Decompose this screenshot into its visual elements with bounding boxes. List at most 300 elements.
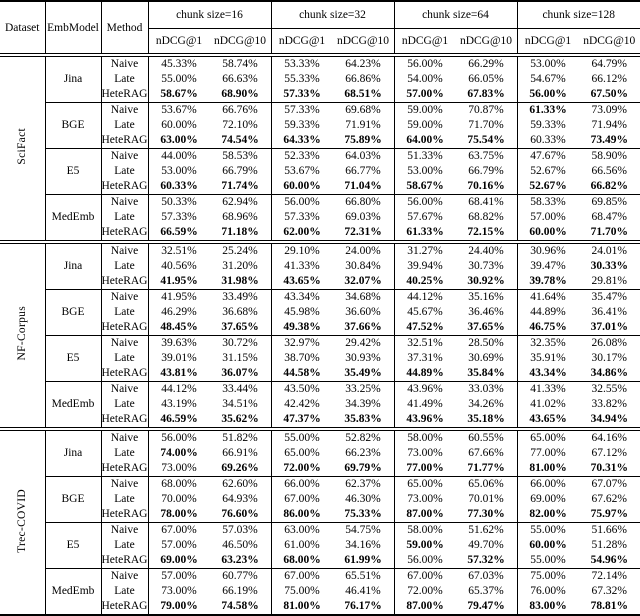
- metric-value: 67.00%: [271, 569, 333, 585]
- metric-value: 36.46%: [456, 305, 518, 320]
- metric-value: 69.68%: [333, 103, 395, 119]
- method-label: Late: [101, 492, 148, 507]
- metric-value: 79.00%: [148, 599, 210, 615]
- metric-value: 43.81%: [148, 366, 210, 382]
- col-header-ndcg1: nDCG@1: [148, 29, 210, 56]
- metric-value: 66.86%: [333, 72, 395, 87]
- metric-value: 70.01%: [456, 492, 518, 507]
- metric-value: 40.56%: [148, 259, 210, 274]
- section-trec-covid: [0, 429, 640, 615]
- method-label: Naive: [101, 523, 148, 539]
- metric-value: 41.64%: [517, 290, 579, 306]
- method-label: Late: [101, 446, 148, 461]
- metric-value: 39.78%: [517, 274, 579, 290]
- method-label: Naive: [101, 477, 148, 493]
- metric-value: 56.00%: [271, 195, 333, 211]
- metric-value: 69.00%: [148, 553, 210, 569]
- embmodel-label: BGE: [45, 477, 101, 523]
- metric-value: 65.00%: [517, 429, 579, 446]
- metric-value: 75.89%: [333, 133, 395, 149]
- metric-value: 33.82%: [579, 397, 640, 412]
- metric-value: 34.39%: [333, 397, 395, 412]
- metric-value: 66.79%: [456, 164, 518, 179]
- metric-value: 70.16%: [456, 179, 518, 195]
- metric-value: 35.62%: [210, 412, 272, 429]
- metric-value: 59.00%: [394, 103, 456, 119]
- dataset-label-text: Trec-COVID: [16, 489, 29, 553]
- metric-value: 64.79%: [579, 55, 640, 72]
- metric-value: 57.00%: [148, 569, 210, 585]
- metric-value: 66.12%: [579, 72, 640, 87]
- metric-value: 36.60%: [333, 305, 395, 320]
- metric-value: 67.83%: [456, 87, 518, 103]
- section-scifact: [0, 55, 640, 242]
- metric-value: 75.54%: [456, 133, 518, 149]
- metric-value: 41.49%: [394, 397, 456, 412]
- metric-value: 75.00%: [271, 584, 333, 599]
- col-header-embmodel: EmbModel: [45, 1, 101, 55]
- table-row: [0, 336, 640, 352]
- embmodel-label: MedEmb: [45, 195, 101, 243]
- metric-value: 78.00%: [148, 507, 210, 523]
- metric-value: 55.00%: [148, 72, 210, 87]
- metric-value: 55.00%: [517, 553, 579, 569]
- metric-value: 41.95%: [148, 274, 210, 290]
- metric-value: 30.84%: [333, 259, 395, 274]
- dataset-label: [0, 55, 45, 242]
- metric-value: 67.03%: [456, 569, 518, 585]
- metric-value: 44.89%: [394, 366, 456, 382]
- metric-value: 74.58%: [210, 599, 272, 615]
- embmodel-label: E5: [45, 149, 101, 195]
- metric-value: 76.17%: [333, 599, 395, 615]
- metric-value: 77.00%: [517, 446, 579, 461]
- embmodel-label: Jina: [45, 55, 101, 103]
- metric-value: 64.33%: [271, 133, 333, 149]
- metric-value: 67.00%: [271, 492, 333, 507]
- metric-value: 29.10%: [271, 242, 333, 259]
- section-nf-corpus: [0, 242, 640, 429]
- metric-value: 35.16%: [456, 290, 518, 306]
- metric-value: 47.67%: [517, 149, 579, 165]
- metric-value: 76.00%: [517, 584, 579, 599]
- method-label: HeteRAG: [101, 225, 148, 242]
- metric-value: 71.70%: [579, 225, 640, 242]
- metric-value: 63.00%: [271, 523, 333, 539]
- metric-value: 71.74%: [210, 179, 272, 195]
- metric-value: 59.00%: [394, 118, 456, 133]
- metric-value: 34.16%: [333, 538, 395, 553]
- metric-value: 46.30%: [333, 492, 395, 507]
- metric-value: 61.33%: [394, 225, 456, 242]
- metric-value: 43.96%: [394, 382, 456, 398]
- metric-value: 75.00%: [517, 569, 579, 585]
- metric-value: 62.94%: [210, 195, 272, 211]
- method-label: Late: [101, 259, 148, 274]
- metric-value: 58.00%: [394, 429, 456, 446]
- metric-value: 60.00%: [148, 118, 210, 133]
- col-header-ndcg10: nDCG@10: [333, 29, 395, 56]
- col-header-ndcg10: nDCG@10: [456, 29, 518, 56]
- metric-value: 64.03%: [333, 149, 395, 165]
- metric-value: 54.00%: [394, 72, 456, 87]
- metric-value: 59.33%: [517, 118, 579, 133]
- metric-value: 43.50%: [271, 382, 333, 398]
- metric-value: 57.33%: [271, 103, 333, 119]
- metric-value: 73.00%: [394, 492, 456, 507]
- method-label: Naive: [101, 103, 148, 119]
- metric-value: 66.05%: [456, 72, 518, 87]
- metric-value: 39.47%: [517, 259, 579, 274]
- method-label: Naive: [101, 336, 148, 352]
- embmodel-label: E5: [45, 523, 101, 569]
- embmodel-label: BGE: [45, 290, 101, 336]
- method-label: Naive: [101, 382, 148, 398]
- metric-value: 82.00%: [517, 507, 579, 523]
- metric-value: 71.04%: [333, 179, 395, 195]
- metric-value: 32.51%: [394, 336, 456, 352]
- method-label: HeteRAG: [101, 320, 148, 336]
- metric-value: 54.75%: [333, 523, 395, 539]
- metric-value: 72.00%: [394, 584, 456, 599]
- metric-value: 45.98%: [271, 305, 333, 320]
- metric-value: 61.00%: [271, 538, 333, 553]
- metric-value: 66.19%: [210, 584, 272, 599]
- metric-value: 60.77%: [210, 569, 272, 585]
- metric-value: 32.97%: [271, 336, 333, 352]
- metric-value: 29.81%: [579, 274, 640, 290]
- metric-value: 60.33%: [517, 133, 579, 149]
- method-label: Late: [101, 351, 148, 366]
- metric-value: 55.33%: [271, 72, 333, 87]
- metric-value: 57.00%: [394, 87, 456, 103]
- metric-value: 67.50%: [579, 87, 640, 103]
- col-header-dataset: Dataset: [0, 1, 45, 55]
- metric-value: 51.66%: [579, 523, 640, 539]
- metric-value: 62.00%: [271, 225, 333, 242]
- metric-value: 62.60%: [210, 477, 272, 493]
- embmodel-label: BGE: [45, 103, 101, 149]
- metric-value: 30.17%: [579, 351, 640, 366]
- table-row: [0, 523, 640, 539]
- metric-value: 36.07%: [210, 366, 272, 382]
- metric-value: 60.00%: [517, 225, 579, 242]
- metric-value: 73.00%: [394, 446, 456, 461]
- metric-value: 58.67%: [394, 179, 456, 195]
- metric-value: 43.96%: [394, 412, 456, 429]
- metric-value: 52.33%: [271, 149, 333, 165]
- dataset-label: [0, 429, 45, 615]
- metric-value: 57.00%: [517, 210, 579, 225]
- metric-value: 31.27%: [394, 242, 456, 259]
- metric-value: 58.67%: [148, 87, 210, 103]
- metric-value: 37.65%: [456, 320, 518, 336]
- metric-value: 67.32%: [579, 584, 640, 599]
- metric-value: 44.58%: [271, 366, 333, 382]
- table-row: [0, 103, 640, 119]
- metric-value: 32.51%: [148, 242, 210, 259]
- metric-value: 30.73%: [456, 259, 518, 274]
- method-label: HeteRAG: [101, 87, 148, 103]
- metric-value: 87.00%: [394, 507, 456, 523]
- metric-value: 37.65%: [210, 320, 272, 336]
- table-row: [0, 429, 640, 446]
- metric-value: 36.68%: [210, 305, 272, 320]
- metric-value: 65.37%: [456, 584, 518, 599]
- col-header-chunk-size-16: chunk size=16: [148, 1, 271, 29]
- metric-value: 65.51%: [333, 569, 395, 585]
- metric-value: 66.76%: [210, 103, 272, 119]
- metric-value: 34.26%: [456, 397, 518, 412]
- metric-value: 63.00%: [148, 133, 210, 149]
- metric-value: 64.16%: [579, 429, 640, 446]
- metric-value: 61.33%: [517, 103, 579, 119]
- method-label: Naive: [101, 55, 148, 72]
- method-label: HeteRAG: [101, 366, 148, 382]
- metric-value: 56.00%: [148, 429, 210, 446]
- metric-value: 41.95%: [148, 290, 210, 306]
- method-label: HeteRAG: [101, 179, 148, 195]
- metric-value: 45.33%: [148, 55, 210, 72]
- metric-value: 44.12%: [148, 382, 210, 398]
- metric-value: 33.49%: [210, 290, 272, 306]
- metric-value: 71.18%: [210, 225, 272, 242]
- metric-value: 56.00%: [517, 87, 579, 103]
- metric-value: 44.12%: [394, 290, 456, 306]
- metric-value: 34.86%: [579, 366, 640, 382]
- metric-value: 75.33%: [333, 507, 395, 523]
- chunk-size-header-row: [0, 1, 640, 29]
- metric-value: 37.66%: [333, 320, 395, 336]
- metric-value: 51.62%: [456, 523, 518, 539]
- table-row: [0, 477, 640, 493]
- metric-value: 52.67%: [517, 179, 579, 195]
- metric-value: 44.00%: [148, 149, 210, 165]
- method-label: HeteRAG: [101, 507, 148, 523]
- metric-value: 53.00%: [148, 164, 210, 179]
- metric-value: 35.83%: [333, 412, 395, 429]
- metric-value: 67.00%: [394, 569, 456, 585]
- method-label: Naive: [101, 569, 148, 585]
- metric-value: 41.02%: [517, 397, 579, 412]
- metric-value: 71.91%: [333, 118, 395, 133]
- embmodel-label: Jina: [45, 242, 101, 290]
- metric-value: 58.00%: [394, 523, 456, 539]
- col-header-chunk-size-32: chunk size=32: [271, 1, 394, 29]
- metric-value: 57.33%: [148, 210, 210, 225]
- metric-value: 68.00%: [148, 477, 210, 493]
- metric-value: 30.69%: [456, 351, 518, 366]
- method-label: Late: [101, 397, 148, 412]
- metric-value: 39.94%: [394, 259, 456, 274]
- metric-value: 57.33%: [271, 87, 333, 103]
- metric-value: 46.75%: [517, 320, 579, 336]
- metric-value: 58.74%: [210, 55, 272, 72]
- metric-value: 30.92%: [456, 274, 518, 290]
- metric-value: 67.12%: [579, 446, 640, 461]
- metric-value: 57.32%: [456, 553, 518, 569]
- metric-value: 57.00%: [148, 538, 210, 553]
- metric-value: 71.94%: [579, 118, 640, 133]
- table-row: [0, 290, 640, 306]
- metric-value: 33.25%: [333, 382, 395, 398]
- metric-value: 32.35%: [517, 336, 579, 352]
- metric-value: 49.70%: [456, 538, 518, 553]
- metric-value: 41.33%: [271, 259, 333, 274]
- metric-value: 64.23%: [333, 55, 395, 72]
- metric-value: 57.33%: [271, 210, 333, 225]
- metric-value: 45.67%: [394, 305, 456, 320]
- metric-value: 48.45%: [148, 320, 210, 336]
- metric-value: 43.19%: [148, 397, 210, 412]
- col-header-ndcg1: nDCG@1: [394, 29, 456, 56]
- metric-value: 47.52%: [394, 320, 456, 336]
- metric-value: 69.03%: [333, 210, 395, 225]
- metric-value: 65.00%: [394, 477, 456, 493]
- metric-value: 63.23%: [210, 553, 272, 569]
- metric-value: 31.15%: [210, 351, 272, 366]
- metric-value: 55.00%: [517, 523, 579, 539]
- metric-value: 57.67%: [394, 210, 456, 225]
- metric-value: 68.82%: [456, 210, 518, 225]
- metric-value: 30.93%: [333, 351, 395, 366]
- metric-value: 46.41%: [333, 584, 395, 599]
- metric-value: 86.00%: [271, 507, 333, 523]
- dataset-label: [0, 242, 45, 429]
- metric-value: 53.00%: [394, 164, 456, 179]
- metric-value: 66.00%: [517, 477, 579, 493]
- method-label: HeteRAG: [101, 412, 148, 429]
- method-label: Naive: [101, 242, 148, 259]
- metric-value: 37.31%: [394, 351, 456, 366]
- metric-value: 58.33%: [517, 195, 579, 211]
- method-label: HeteRAG: [101, 133, 148, 149]
- metric-value: 70.00%: [148, 492, 210, 507]
- metric-value: 72.14%: [579, 569, 640, 585]
- metric-value: 83.00%: [517, 599, 579, 615]
- method-label: Late: [101, 72, 148, 87]
- method-label: Naive: [101, 149, 148, 165]
- metric-value: 59.33%: [271, 118, 333, 133]
- metric-value: 59.00%: [394, 538, 456, 553]
- col-header-ndcg10: nDCG@10: [579, 29, 640, 56]
- metric-value: 67.00%: [148, 523, 210, 539]
- metric-value: 24.01%: [579, 242, 640, 259]
- metric-value: 70.87%: [456, 103, 518, 119]
- metric-value: 64.00%: [394, 133, 456, 149]
- metric-value: 60.00%: [517, 538, 579, 553]
- col-header-chunk-size-128: chunk size=128: [517, 1, 640, 29]
- metric-value: 69.85%: [579, 195, 640, 211]
- metric-value: 66.80%: [333, 195, 395, 211]
- method-label: Naive: [101, 290, 148, 306]
- metric-value: 65.06%: [456, 477, 518, 493]
- metric-value: 67.62%: [579, 492, 640, 507]
- metric-value: 61.99%: [333, 553, 395, 569]
- metric-value: 68.00%: [271, 553, 333, 569]
- method-label: Late: [101, 164, 148, 179]
- method-label: Naive: [101, 429, 148, 446]
- metric-value: 46.59%: [148, 412, 210, 429]
- table-row: [0, 242, 640, 259]
- metric-value: 69.79%: [333, 461, 395, 477]
- metric-value: 58.53%: [210, 149, 272, 165]
- metric-value: 66.29%: [456, 55, 518, 72]
- col-header-ndcg10: nDCG@10: [210, 29, 272, 56]
- metric-value: 66.59%: [148, 225, 210, 242]
- metric-value: 63.75%: [456, 149, 518, 165]
- dataset-label-text: NF-Corpus: [16, 306, 29, 360]
- metric-value: 47.37%: [271, 412, 333, 429]
- metric-value: 66.77%: [333, 164, 395, 179]
- metric-value: 78.81%: [579, 599, 640, 615]
- metric-value: 53.33%: [271, 55, 333, 72]
- metric-value: 73.49%: [579, 133, 640, 149]
- metric-value: 36.41%: [579, 305, 640, 320]
- metric-value: 87.00%: [394, 599, 456, 615]
- method-label: HeteRAG: [101, 461, 148, 477]
- metric-value: 40.25%: [394, 274, 456, 290]
- metric-value: 31.98%: [210, 274, 272, 290]
- metric-value: 77.00%: [394, 461, 456, 477]
- metric-value: 69.26%: [210, 461, 272, 477]
- metric-value: 30.72%: [210, 336, 272, 352]
- metric-value: 54.96%: [579, 553, 640, 569]
- table-row: [0, 195, 640, 211]
- embmodel-label: MedEmb: [45, 569, 101, 616]
- metric-value: 32.55%: [579, 382, 640, 398]
- metric-value: 34.68%: [333, 290, 395, 306]
- metric-value: 79.47%: [456, 599, 518, 615]
- metric-value: 38.70%: [271, 351, 333, 366]
- table-row: [0, 55, 640, 72]
- metric-value: 75.97%: [579, 507, 640, 523]
- method-label: Late: [101, 584, 148, 599]
- metric-value: 53.67%: [148, 103, 210, 119]
- metric-value: 43.65%: [271, 274, 333, 290]
- method-label: Late: [101, 210, 148, 225]
- metric-value: 60.33%: [148, 179, 210, 195]
- metric-value: 53.00%: [517, 55, 579, 72]
- metric-value: 74.00%: [148, 446, 210, 461]
- metric-value: 53.67%: [271, 164, 333, 179]
- metric-value: 68.51%: [333, 87, 395, 103]
- metric-value: 35.49%: [333, 366, 395, 382]
- col-header-method: Method: [101, 1, 148, 55]
- metric-value: 46.29%: [148, 305, 210, 320]
- metric-value: 72.31%: [333, 225, 395, 242]
- metric-value: 35.91%: [517, 351, 579, 366]
- col-header-ndcg1: nDCG@1: [517, 29, 579, 56]
- method-label: Naive: [101, 195, 148, 211]
- metric-value: 44.89%: [517, 305, 579, 320]
- metric-value: 49.38%: [271, 320, 333, 336]
- metric-value: 52.67%: [517, 164, 579, 179]
- metric-value: 39.63%: [148, 336, 210, 352]
- metric-value: 37.01%: [579, 320, 640, 336]
- col-header-chunk-size-64: chunk size=64: [394, 1, 517, 29]
- col-header-ndcg1: nDCG@1: [271, 29, 333, 56]
- metric-value: 56.00%: [394, 195, 456, 211]
- embmodel-label: Jina: [45, 429, 101, 477]
- metric-value: 43.65%: [517, 412, 579, 429]
- embmodel-label: E5: [45, 336, 101, 382]
- metric-value: 29.42%: [333, 336, 395, 352]
- metric-value: 74.54%: [210, 133, 272, 149]
- metric-value: 34.94%: [579, 412, 640, 429]
- metric-value: 66.56%: [579, 164, 640, 179]
- metric-value: 72.10%: [210, 118, 272, 133]
